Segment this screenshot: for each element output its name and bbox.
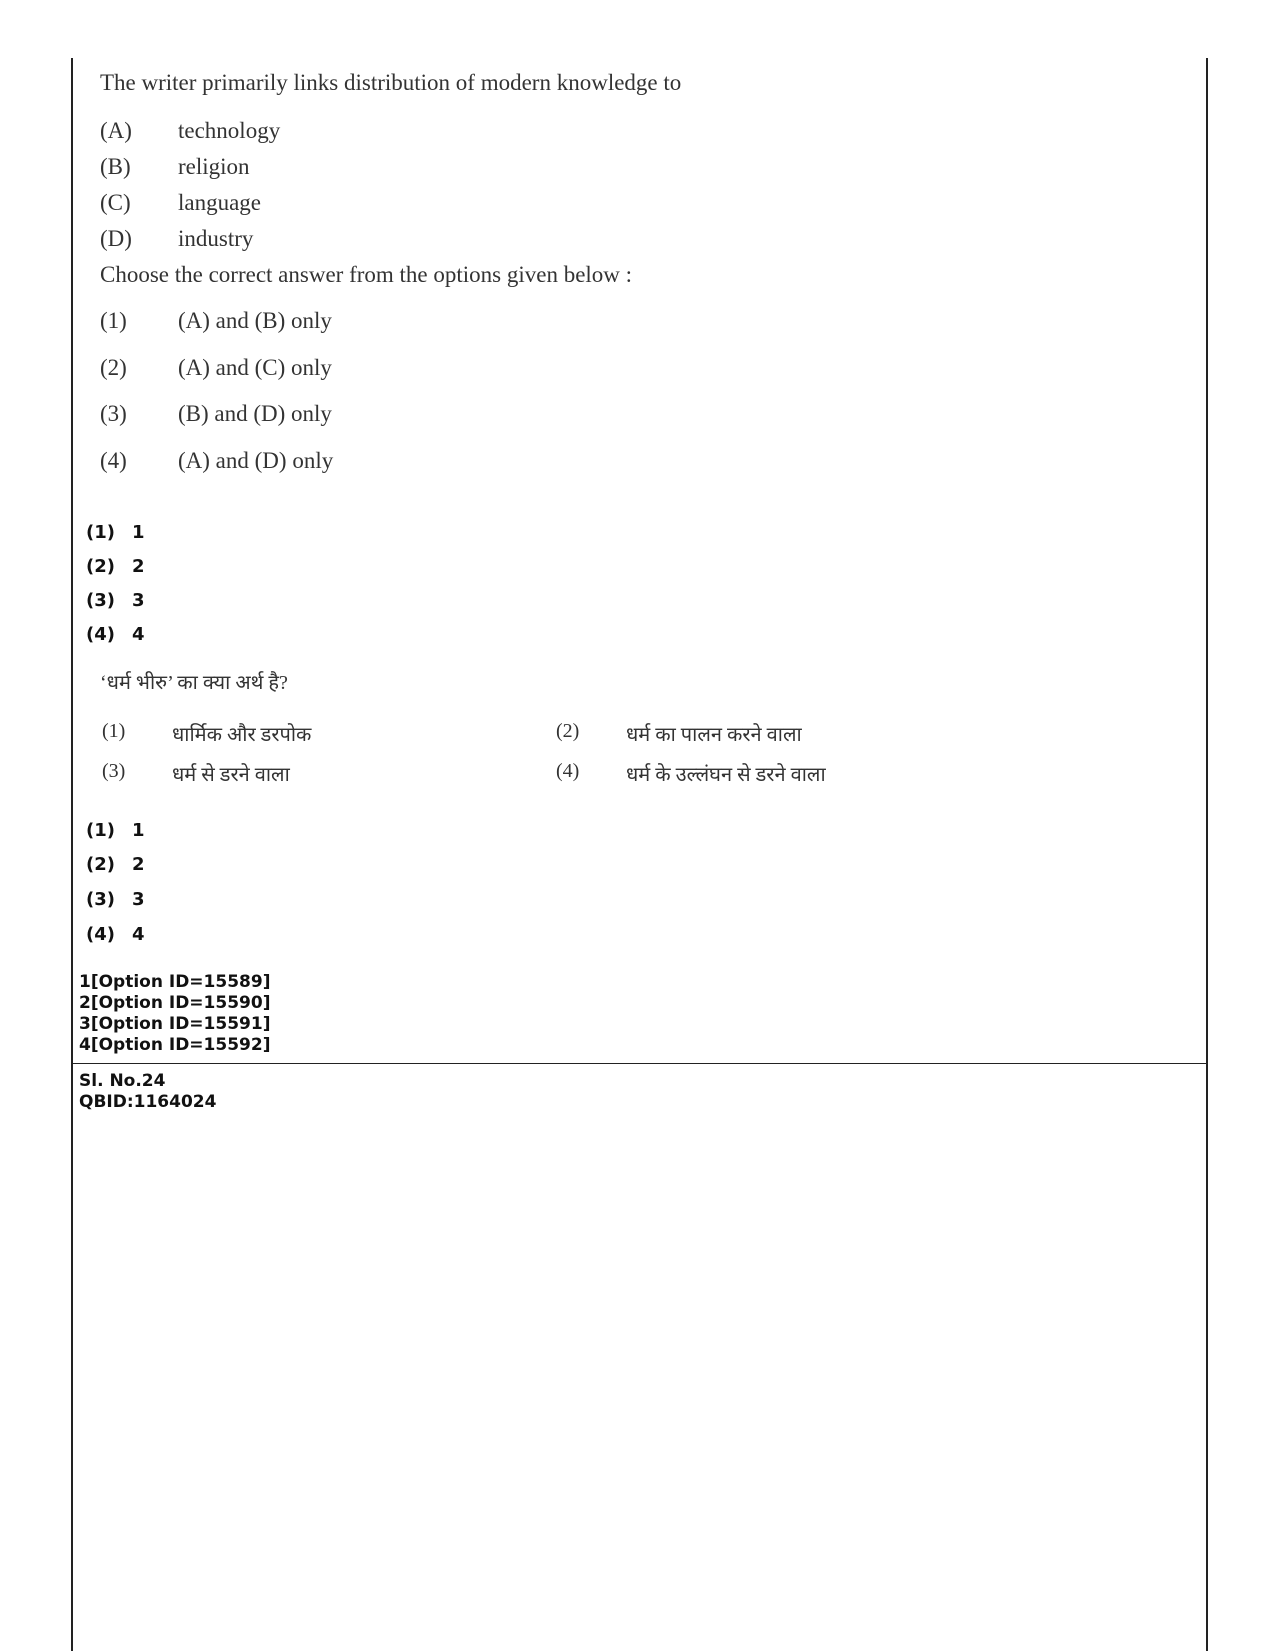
answer-label: (2): [86, 556, 115, 577]
answer-label: (1): [86, 522, 115, 543]
left-border: [71, 58, 73, 1651]
option-id-4: 4[Option ID=15592]: [79, 1035, 271, 1055]
statement-text: language: [178, 190, 262, 215]
question-2-stem: ‘धर्म भीरु’ का क्या अर्थ है?: [100, 672, 288, 694]
choice-label: (1): [102, 720, 126, 742]
question-1-instruction: Choose the correct answer from the options given below :: [100, 262, 633, 287]
answer-value: 3: [132, 889, 145, 910]
choice-text: (B) and (D) only: [178, 401, 332, 426]
choice-text: (A) and (D) only: [178, 448, 334, 473]
next-question-header: [79, 1071, 216, 1113]
question-1-stem: The writer primarily links distribution of modern knowledge to: [100, 70, 682, 95]
statement-label: (A): [100, 118, 132, 143]
choice-label: (4): [100, 448, 127, 473]
answer-label: (4): [86, 624, 115, 645]
option-id-2: 2[Option ID=15590]: [79, 993, 271, 1013]
statement-label: (D): [100, 226, 132, 251]
statement-text: religion: [178, 154, 250, 179]
answer-value: 4: [132, 924, 145, 945]
choice-text: धर्म का पालन करने वाला: [626, 724, 802, 746]
question-bank-id: QBID:1164024: [79, 1092, 217, 1112]
answer-value: 2: [132, 854, 145, 875]
answer-value: 2: [132, 556, 145, 577]
answer-value: 1: [132, 522, 145, 543]
option-id-list: [79, 972, 270, 1056]
answer-value: 1: [132, 820, 145, 841]
statement-label: (C): [100, 190, 131, 215]
statement-label: (B): [100, 154, 131, 179]
choice-text: धर्म के उल्लंघन से डरने वाला: [626, 764, 826, 786]
option-id-1: 1[Option ID=15589]: [79, 972, 271, 992]
choice-label: (4): [556, 760, 580, 782]
choice-text: धर्म से डरने वाला: [172, 764, 290, 786]
choice-label: (1): [100, 308, 127, 333]
choice-text: (A) and (C) only: [178, 355, 332, 380]
serial-number: Sl. No.24: [79, 1071, 166, 1091]
choice-label: (3): [100, 401, 127, 426]
answer-label: (4): [86, 924, 115, 945]
choice-label: (3): [102, 760, 126, 782]
answer-value: 4: [132, 624, 145, 645]
answer-value: 3: [132, 590, 145, 611]
statement-text: technology: [178, 118, 281, 143]
answer-label: (3): [86, 590, 115, 611]
answer-label: (1): [86, 820, 115, 841]
choice-label: (2): [556, 720, 580, 742]
right-border: [1206, 58, 1208, 1651]
choice-text: (A) and (B) only: [178, 308, 332, 333]
answer-label: (3): [86, 889, 115, 910]
option-id-3: 3[Option ID=15591]: [79, 1014, 271, 1034]
question-divider: [71, 1063, 1208, 1064]
answer-label: (2): [86, 854, 115, 875]
choice-label: (2): [100, 355, 127, 380]
choice-text: धार्मिक और डरपोक: [172, 724, 312, 746]
statement-text: industry: [178, 226, 254, 251]
